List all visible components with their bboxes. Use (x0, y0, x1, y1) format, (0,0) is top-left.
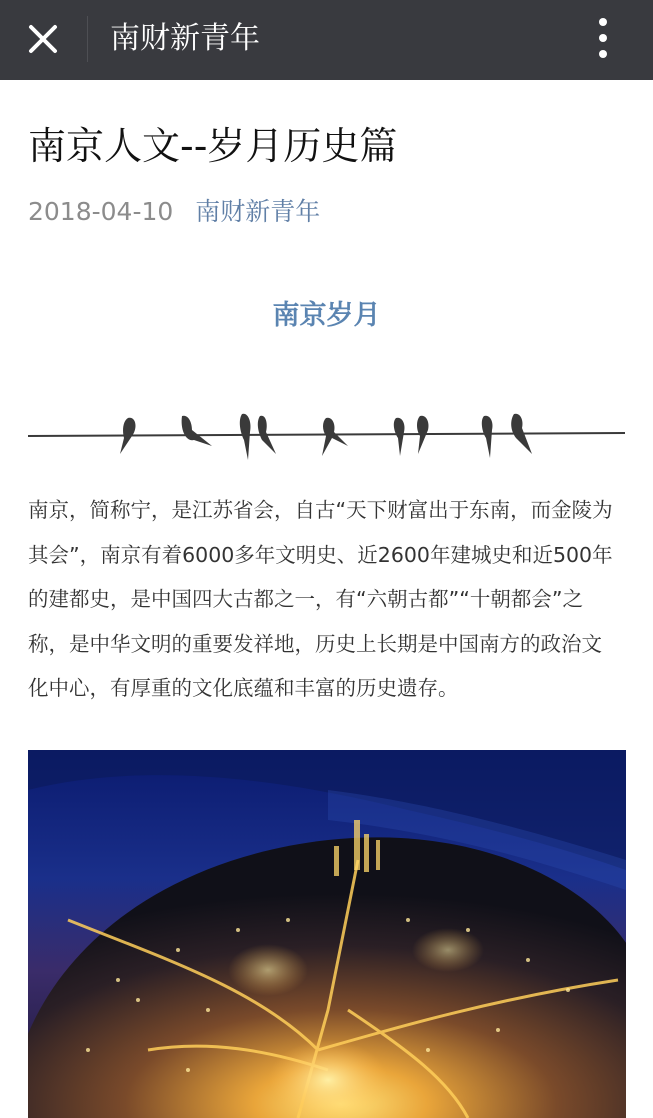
article-content (0, 80, 653, 1118)
close-button[interactable] (20, 18, 66, 62)
close-icon (20, 18, 66, 62)
body-line: 化中心，有厚重的文化底蕴和丰富的历史遗存。 (28, 676, 459, 700)
more-button[interactable] (586, 16, 620, 64)
top-bar (0, 0, 653, 80)
more-vertical-icon (586, 16, 620, 64)
body-line: 的建都史，是中国四大古都之一，有“六朝古都”“十朝都会”之 (28, 587, 583, 611)
birds-on-wire-icon (28, 406, 625, 470)
body-line: 称，是中华文明的重要发祥地，历史上长期是中国南方的政治文 (28, 631, 602, 656)
section-heading: 南京岁月 (272, 300, 381, 331)
article-body (28, 488, 626, 711)
top-bar-title: 南财新青年 (110, 21, 260, 56)
body-line: 南京，简称宁，是江苏省会，自古“天下财富出于东南，而金陵为 (28, 498, 613, 522)
body-line: 其会”，南京有着6000多年文明史、近2600年建城史和近500年 (28, 542, 613, 567)
city-night-photo[interactable] (28, 750, 626, 1118)
city-night-photo-graphic (28, 750, 626, 1118)
top-bar-divider (87, 16, 88, 62)
article-title: 南京人文--岁月历史篇 (28, 124, 398, 168)
author-link[interactable]: 南财新青年 (195, 197, 321, 226)
publish-date: 2018-04-10 (28, 197, 174, 226)
article-meta (28, 194, 320, 230)
